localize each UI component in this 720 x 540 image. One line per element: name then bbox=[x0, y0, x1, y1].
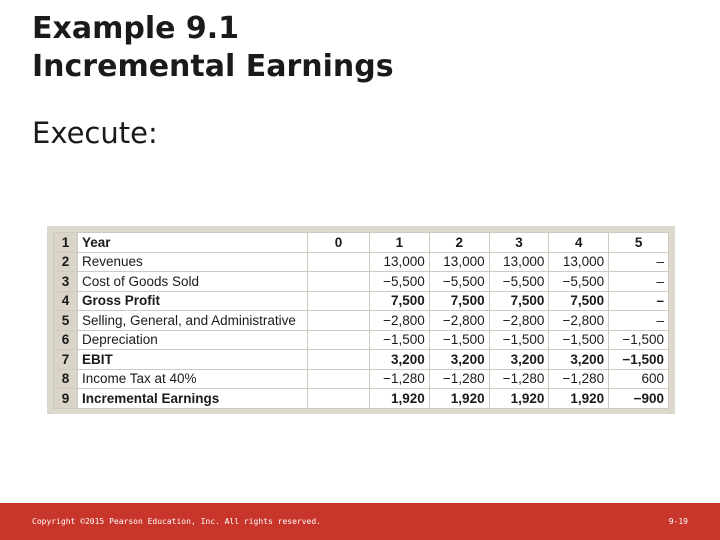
row-number: 1 bbox=[54, 233, 78, 253]
cell-year-2: −1,500 bbox=[429, 330, 489, 350]
cell-year-4: 3,200 bbox=[549, 350, 609, 370]
cell-year-3: 7,500 bbox=[489, 291, 549, 311]
cell-year-1: −2,800 bbox=[370, 311, 430, 331]
cell-year-0 bbox=[308, 252, 370, 272]
row-number: 3 bbox=[54, 272, 78, 292]
cell-year-1: 1,920 bbox=[370, 389, 430, 409]
cell-year-5: 5 bbox=[609, 233, 669, 253]
row-label: Selling, General, and Administrative bbox=[78, 311, 308, 331]
row-number: 2 bbox=[54, 252, 78, 272]
cell-year-4: −1,280 bbox=[549, 369, 609, 389]
cell-year-5: – bbox=[609, 272, 669, 292]
cell-year-1: 1 bbox=[370, 233, 430, 253]
table-row bbox=[54, 272, 669, 292]
cell-year-5: – bbox=[609, 311, 669, 331]
row-label: Year bbox=[78, 233, 308, 253]
footer-bar bbox=[0, 503, 720, 540]
cell-year-0 bbox=[308, 350, 370, 370]
cell-year-2: −1,280 bbox=[429, 369, 489, 389]
cell-year-3: −1,500 bbox=[489, 330, 549, 350]
cell-year-2: 13,000 bbox=[429, 252, 489, 272]
row-number: 9 bbox=[54, 389, 78, 409]
earnings-table-container bbox=[47, 226, 675, 414]
cell-year-0: 0 bbox=[308, 233, 370, 253]
cell-year-2: −2,800 bbox=[429, 311, 489, 331]
cell-year-2: 1,920 bbox=[429, 389, 489, 409]
cell-year-5: −900 bbox=[609, 389, 669, 409]
row-number: 7 bbox=[54, 350, 78, 370]
row-label: Depreciation bbox=[78, 330, 308, 350]
cell-year-0 bbox=[308, 369, 370, 389]
page-number: 9-19 bbox=[668, 517, 688, 526]
row-number: 4 bbox=[54, 291, 78, 311]
table-row bbox=[54, 389, 669, 409]
cell-year-3: 1,920 bbox=[489, 389, 549, 409]
cell-year-4: 13,000 bbox=[549, 252, 609, 272]
cell-year-0 bbox=[308, 272, 370, 292]
cell-year-5: −1,500 bbox=[609, 350, 669, 370]
table-row bbox=[54, 252, 669, 272]
cell-year-0 bbox=[308, 311, 370, 331]
cell-year-1: 3,200 bbox=[370, 350, 430, 370]
slide-title-line2: Incremental Earnings bbox=[32, 49, 394, 84]
table-row bbox=[54, 291, 669, 311]
cell-year-4: 1,920 bbox=[549, 389, 609, 409]
cell-year-5: 600 bbox=[609, 369, 669, 389]
cell-year-4: 4 bbox=[549, 233, 609, 253]
table-row bbox=[54, 330, 669, 350]
row-label: Income Tax at 40% bbox=[78, 369, 308, 389]
cell-year-4: −5,500 bbox=[549, 272, 609, 292]
copyright-text: Copyright ©2015 Pearson Education, Inc. All rights reserved. bbox=[32, 517, 321, 526]
cell-year-4: 7,500 bbox=[549, 291, 609, 311]
row-label: Gross Profit bbox=[78, 291, 308, 311]
cell-year-1: 13,000 bbox=[370, 252, 430, 272]
table-row bbox=[54, 233, 669, 253]
cell-year-2: −5,500 bbox=[429, 272, 489, 292]
row-label: Incremental Earnings bbox=[78, 389, 308, 409]
cell-year-3: 3,200 bbox=[489, 350, 549, 370]
cell-year-5: – bbox=[609, 291, 669, 311]
cell-year-1: −5,500 bbox=[370, 272, 430, 292]
cell-year-2: 3,200 bbox=[429, 350, 489, 370]
cell-year-5: – bbox=[609, 252, 669, 272]
table-row bbox=[54, 350, 669, 370]
table-row bbox=[54, 369, 669, 389]
cell-year-0 bbox=[308, 291, 370, 311]
row-label: Revenues bbox=[78, 252, 308, 272]
row-number: 5 bbox=[54, 311, 78, 331]
cell-year-1: 7,500 bbox=[370, 291, 430, 311]
cell-year-4: −2,800 bbox=[549, 311, 609, 331]
cell-year-0 bbox=[308, 330, 370, 350]
table-row bbox=[54, 311, 669, 331]
cell-year-1: −1,280 bbox=[370, 369, 430, 389]
cell-year-3: 13,000 bbox=[489, 252, 549, 272]
cell-year-3: −2,800 bbox=[489, 311, 549, 331]
slide-subtitle: Execute: bbox=[32, 116, 158, 150]
row-number: 6 bbox=[54, 330, 78, 350]
cell-year-5: −1,500 bbox=[609, 330, 669, 350]
cell-year-4: −1,500 bbox=[549, 330, 609, 350]
row-number: 8 bbox=[54, 369, 78, 389]
cell-year-3: 3 bbox=[489, 233, 549, 253]
cell-year-3: −1,280 bbox=[489, 369, 549, 389]
cell-year-3: −5,500 bbox=[489, 272, 549, 292]
row-label: EBIT bbox=[78, 350, 308, 370]
slide-title bbox=[32, 10, 394, 86]
incremental-earnings-table bbox=[53, 232, 669, 409]
cell-year-2: 7,500 bbox=[429, 291, 489, 311]
cell-year-0 bbox=[308, 389, 370, 409]
cell-year-2: 2 bbox=[429, 233, 489, 253]
row-label: Cost of Goods Sold bbox=[78, 272, 308, 292]
slide-title-line1: Example 9.1 bbox=[32, 11, 240, 46]
cell-year-1: −1,500 bbox=[370, 330, 430, 350]
